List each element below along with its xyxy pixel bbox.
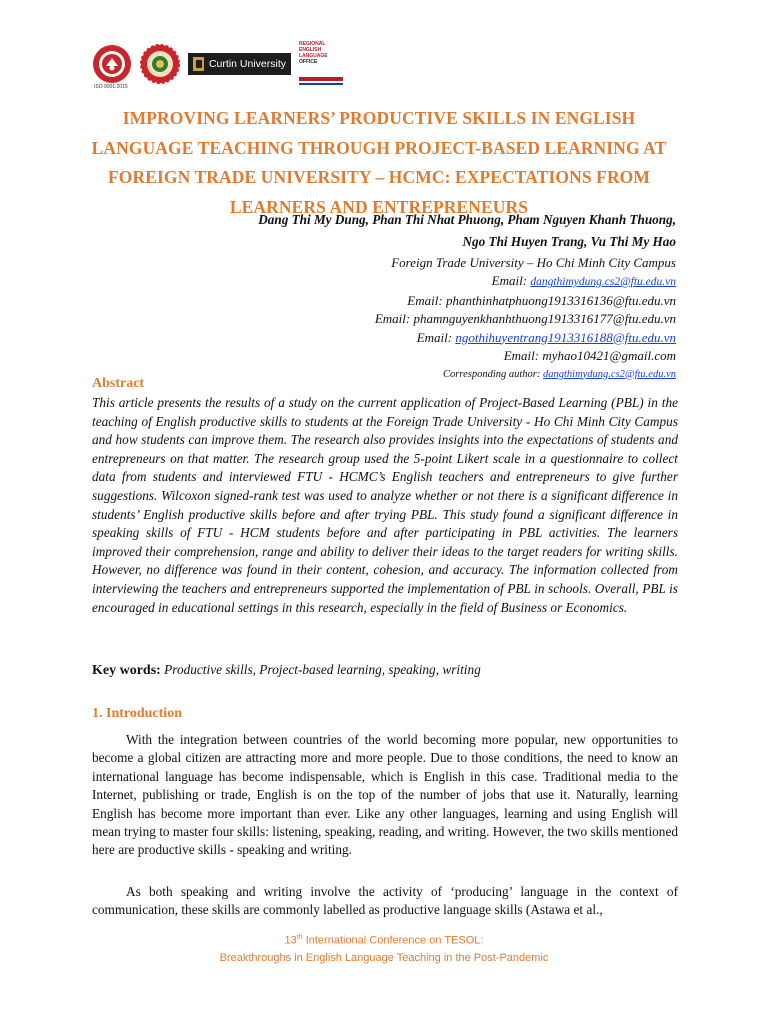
relo-logo xyxy=(299,41,347,87)
email-2: Email: phanthinhatphuong1913316136@ftu.edu.vn xyxy=(407,292,676,308)
authors-line-2: Ngo Thi Huyen Trang, Vu Thi My Hao xyxy=(462,234,676,249)
keywords xyxy=(92,662,481,679)
email-3: Email: phamnguyenkhanhthuong1913316177@ftu.edu.vn xyxy=(374,311,676,326)
email-link-4[interactable]: ngothihuyentrang1913316188@ftu.edu.vn xyxy=(455,329,676,345)
email-list xyxy=(375,272,676,384)
relo-blue-bar xyxy=(299,83,343,85)
ftu-seal-logo xyxy=(92,44,132,90)
gear-seal-logo xyxy=(140,44,180,84)
authors xyxy=(116,209,676,253)
abstract-heading: Abstract xyxy=(92,376,145,391)
email-text-2: phanthinhatphuong1913316136@ftu.edu.vn xyxy=(445,292,676,308)
curtin-university-logo xyxy=(188,53,291,75)
curtin-shield-icon xyxy=(193,57,204,71)
email-link-1[interactable]: dangthimydung.cs2@ftu.edu.vn xyxy=(530,276,676,288)
relo-red-bar xyxy=(299,77,343,81)
conference-footer xyxy=(0,929,768,967)
relo-line-2: ENGLISH xyxy=(299,47,322,53)
corresponding-author: Corresponding author: dangthimydung.cs2@ftu.edu.vn xyxy=(443,368,676,380)
email-4: Email: ngothihuyentrang1913316188@ftu.edu.vn xyxy=(416,329,676,345)
intro-paragraph-2: As both speaking and writing involve the activity of ‘producing’ language in the context of communication, these skills are commonly labelled as productive language skills (Astawa et al., xyxy=(92,884,678,918)
abstract-text: This article presents the results of a study on the current application of Project-Based Learning (PBL) in the teaching of English productive skills to students at the Foreign Trade University - Ho Chi Minh City Campus and how students can improve them. The research also provides insights into the expectations of students and entrepreneurs on that matter. The research group used the 5-point Likert scale in a questionnaire to collect data from students and interviewed FTU - HCMC’s English teachers and entrepreneurs to give further suggestions. Wilcoxon signed-rank test was used to analyze whether or not there is a significant difference in students’ English productive skills before and after trying PBL. This study found a significant difference in speaking skills of FTU - HCM students before and after participating in PBL activities. The learners improved their comprehension, range and ability to deliver their ideas to the target readers for writing skills. However, no difference was found in their content, cohesion, and accuracy. The information collected from interviewing the teachers and entrepreneurs supported the implementation of PBL in schools. Overall, PBL is encouraged in educational settings in this research, especially in the field of Business or Economics. xyxy=(92,395,678,615)
email-text-3: phamnguyenkhanhthuong1913316177@ftu.edu.vn xyxy=(413,311,676,326)
introduction-heading: 1. Introduction xyxy=(92,706,182,721)
intro-paragraph-1: With the integration between countries of the world becoming more popular, new opportunities to become a global citizen are attracting more and more people. Due to those conditions, the need to know an international language has become indispensable, which is English in this case. Traditional media to the Internet, publishing or trade, English is on the top of the number of jobs that use it. Naturally, learning English has become more important than ever. Like any other languages, learning and using English will mean trying to master four skills: listening, speaking, reading, and writing. However, the two skills mentioned here are productive skills - speaking and writing. xyxy=(92,732,678,858)
corresponding-email-link[interactable]: dangthimydung.cs2@ftu.edu.vn xyxy=(542,368,676,380)
relo-line-3: LANGUAGE xyxy=(299,53,328,59)
email-5: Email: myhao10421@gmail.com xyxy=(503,348,676,363)
footer-line-1: 13th International Conference on TESOL: xyxy=(284,934,484,947)
keywords-text: Productive skills, Project-based learning, speaking, writing xyxy=(160,662,481,677)
keywords-label: Key words: xyxy=(92,663,161,678)
iso-label: ISO 9001:2015 xyxy=(94,84,128,90)
relo-line-1: REGIONAL xyxy=(299,41,326,47)
header-logos xyxy=(92,40,347,88)
curtin-label: Curtin University xyxy=(208,58,286,70)
authors-line-1: Dang Thi My Dung, Phan Thi Nhat Phuong, Pham Nguyen Khanh Thuong, xyxy=(258,212,676,227)
relo-line-4: OFFICE xyxy=(299,59,318,65)
email-1: Email: dangthimydung.cs2@ftu.edu.vn xyxy=(491,273,676,288)
email-text-5: myhao10421@gmail.com xyxy=(542,348,676,363)
footer-line-2: Breakthroughs in English Language Teaching in the Post-Pandemic xyxy=(219,951,549,964)
affiliation: Foreign Trade University – Ho Chi Minh City Campus xyxy=(391,255,676,270)
paper-title: IMPROVING LEARNERS’ PRODUCTIVE SKILLS IN ENGLISH LANGUAGE TEACHING THROUGH PROJECT-BASED LEARNING AT FOREIGN TRADE UNIVERSITY – HCMC: EXPECTATIONS FROM LEARNERS AND ENTREPRENEURS xyxy=(91,108,667,217)
